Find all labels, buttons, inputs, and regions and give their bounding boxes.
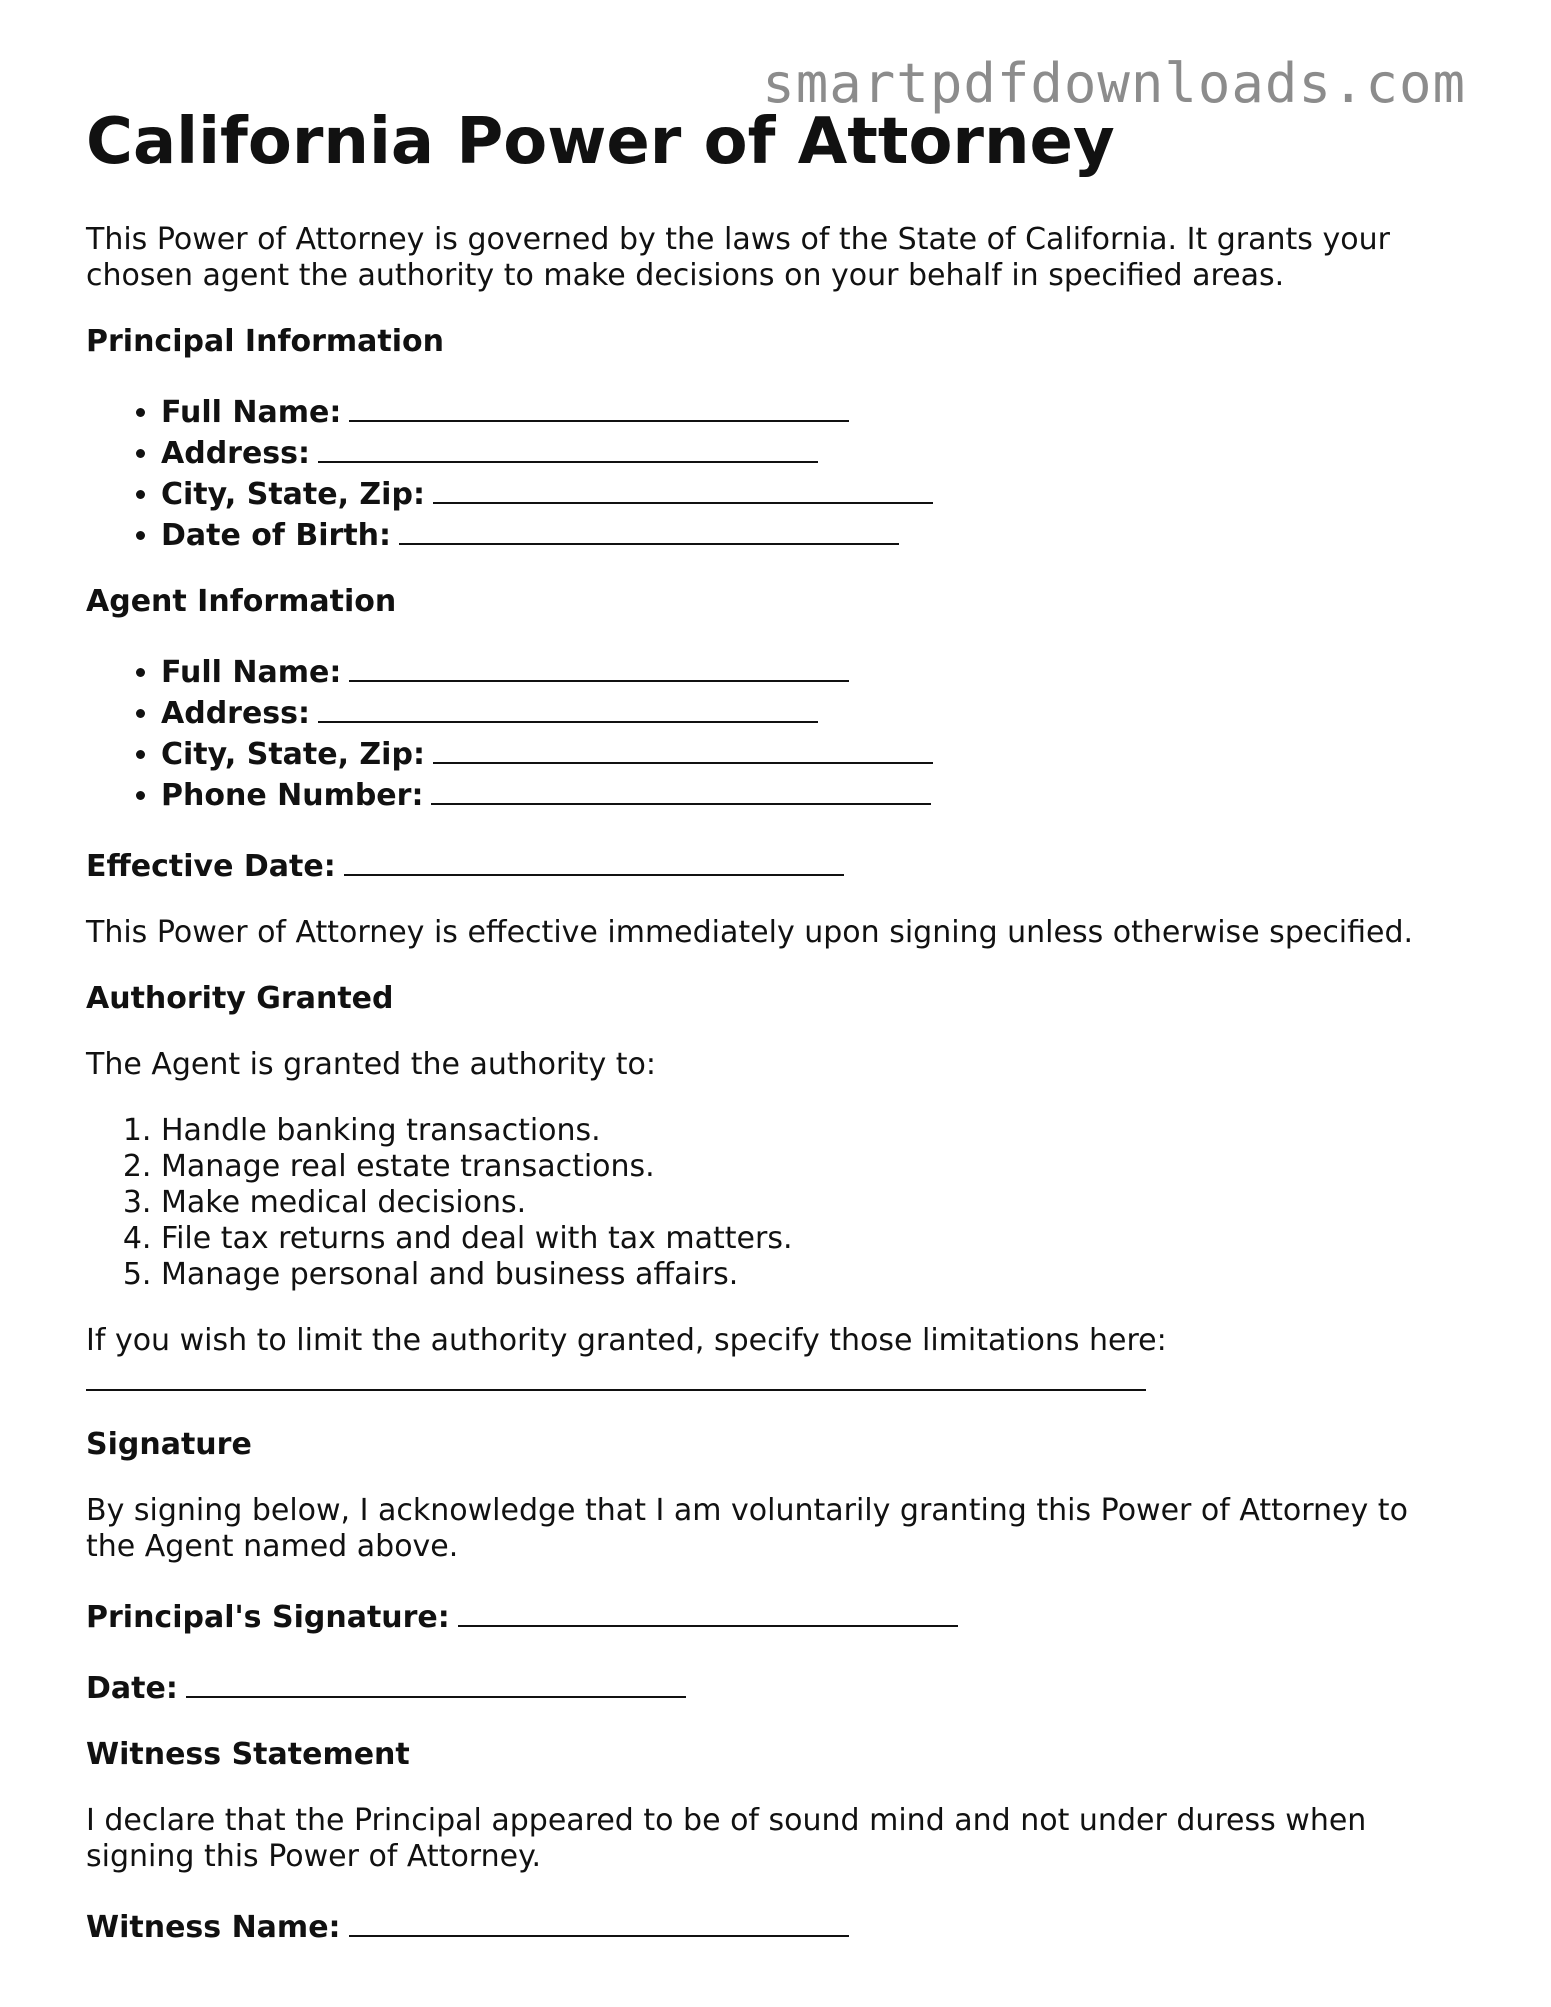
agent-address-field	[161, 691, 1466, 732]
field-label: Full Name:	[161, 655, 342, 690]
principal-dob-blank[interactable]	[399, 513, 899, 545]
principal-city-state-zip-blank[interactable]	[433, 472, 933, 504]
date-blank[interactable]	[186, 1666, 686, 1698]
agent-phone-field	[161, 773, 1466, 814]
agent-full-name-blank[interactable]	[349, 650, 849, 682]
effective-note: This Power of Attorney is effective immediately upon signing unless otherwise specified.	[86, 915, 1414, 950]
agent-city-state-zip-blank[interactable]	[433, 732, 933, 764]
principal-signature-label: Principal's Signature:	[86, 1600, 450, 1635]
date-field	[86, 1666, 1466, 1707]
field-label: Address:	[161, 436, 311, 471]
principal-address-blank[interactable]	[318, 431, 818, 463]
date-label: Date:	[86, 1671, 178, 1706]
witness-heading: Witness Statement	[86, 1737, 410, 1772]
authority-item: 2. Manage real estate transactions.	[161, 1149, 1466, 1185]
document-body	[86, 222, 1466, 1976]
effective-date-blank[interactable]	[344, 844, 844, 876]
authority-heading: Authority Granted	[86, 981, 394, 1016]
field-label: City, State, Zip:	[161, 737, 425, 772]
effective-date-label: Effective Date:	[86, 849, 336, 884]
authority-item: 1. Handle banking transactions.	[161, 1113, 1466, 1149]
effective-date-field	[86, 844, 1466, 885]
principal-heading: Principal Information	[86, 324, 445, 359]
limitation-instruction: If you wish to limit the authority granted, specify those limitations here:	[86, 1323, 1167, 1358]
field-label: City, State, Zip:	[161, 477, 425, 512]
agent-address-blank[interactable]	[318, 691, 818, 723]
principal-address-field	[161, 431, 1466, 472]
witness-text: I declare that the Principal appeared to be of sound mind and not under duress when signing this Power of Attorney.	[86, 1803, 1367, 1874]
agent-full-name-field	[161, 650, 1466, 691]
agent-heading: Agent Information	[86, 584, 397, 619]
authority-item: 4. File tax returns and deal with tax matters.	[161, 1221, 1466, 1257]
limitation-blank[interactable]	[86, 1389, 1146, 1391]
intro-paragraph: This Power of Attorney is governed by the laws of the State of California. It grants your chosen agent the authority to make decisions on your behalf in specified areas.	[86, 222, 1390, 293]
authority-list	[86, 1113, 1466, 1293]
page-title: California Power of Attorney	[86, 105, 1115, 179]
authority-item: 5. Manage personal and business affairs.	[161, 1257, 1466, 1293]
principal-field-list	[86, 390, 1466, 554]
witness-name-field	[86, 1905, 1466, 1946]
agent-city-state-zip-field	[161, 732, 1466, 773]
agent-phone-blank[interactable]	[431, 773, 931, 805]
watermark: smartpdfdownloads.com	[762, 52, 1466, 115]
field-label: Address:	[161, 696, 311, 731]
authority-intro: The Agent is granted the authority to:	[86, 1047, 656, 1082]
witness-name-label: Witness Name:	[86, 1910, 341, 1945]
witness-name-blank[interactable]	[349, 1905, 849, 1937]
signature-heading: Signature	[86, 1427, 252, 1462]
field-label: Date of Birth:	[161, 518, 392, 553]
principal-dob-field	[161, 513, 1466, 554]
principal-city-state-zip-field	[161, 472, 1466, 513]
principal-signature-field	[86, 1595, 1466, 1636]
signature-text: By signing below, I acknowledge that I am voluntarily granting this Power of Attorney to the Agent named above.	[86, 1493, 1408, 1564]
field-label: Phone Number:	[161, 778, 424, 813]
field-label: Full Name:	[161, 395, 342, 430]
agent-field-list	[86, 650, 1466, 814]
principal-full-name-blank[interactable]	[349, 390, 849, 422]
principal-full-name-field	[161, 390, 1466, 431]
principal-signature-blank[interactable]	[458, 1595, 958, 1627]
authority-item: 3. Make medical decisions.	[161, 1185, 1466, 1221]
